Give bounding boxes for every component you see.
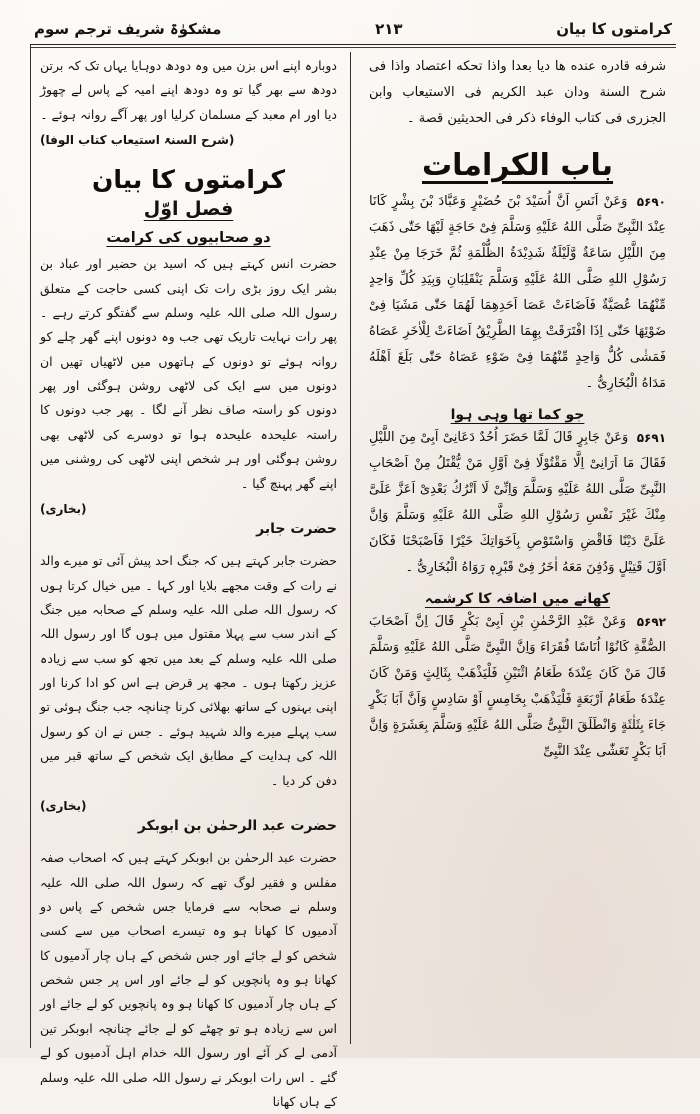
header-left-title: مشکوٰۃ شریف ترجم سوم xyxy=(34,20,222,38)
hadith-text-2: وَعَنْ جَابِرٍ قَالَ لَمَّا حَضَرَ اُحُدٌ دَعَانِىْ اَبِىْ مِنَ اللَّيْلِ فَقَالَ مَا اَرَانِىْ اِلَّا مَقْتُوْلًا فِىْ اَوَّلِ مَنْ يُّقْتَلُ مِنْ اَصْحَابِ النَّبِىِّ صَلَّى اللهُ عَلَيْهِ وَسَلَّمَ وَاِنِّىْ لَا اَتْرُكُ بَعْدِىْ اَعَزَّ عَلَىَّ مِنْكَ غَيْرَ نَفْسِ رَسُوْلِ اللهِ صَلَّى اللهُ عَلَيْهِ وَسَلَّمَ وَاِنَّ عَلَىَّ دَيْنًا فَاقْضِ وَاسْتَوْصِ بِاَخَوَاتِكَ خَيْرًا فَاَصْبَحْنَا فَكَانَ اَوَّلَ قَتِيْلٍ وَدُفِنَ مَعَهُ اٰخَرُ فِىْ قَبْرِهٖ رَوَاهُ الْبُخَارِىُّ ۔ xyxy=(369,430,666,575)
header-divider-rule-thin xyxy=(30,47,676,48)
arabic-top-paragraph: شرفه قادره عنده ها دیا بعدا واذا تحکه اعتصاد واذا فی شرح السنة ودان عبد الکریم فی الاستیعاب وابن الجزری فی کتاب الوفاء ذکر فی الحدیثین قصة ۔ xyxy=(369,59,666,126)
subheading-2-arabic-side: جو کما تھا وہی ہوا xyxy=(450,407,585,423)
narrator-name-3: حضرت عبد الرحمٰن بن ابوبکر xyxy=(137,817,337,834)
hadith-number-2: ۵۶۹۱ xyxy=(636,430,667,445)
arabic-column xyxy=(353,52,676,1046)
header-page-number: ۲۱۳ xyxy=(375,20,403,38)
urdu-body-3-text: حضرت عبد الرحمٰن بن ابوبکر کہتے ہیں کہ اصحاب صفہ مفلس و فقیر لوگ تھے کہ رسول اللہ صلی اللہ علیہ وسلم نے صحابہ سے فرمایا جس شخص کے پاس دو آدمیوں کا کھانا ہو وہ تیسرے اصحاب میں سے کسی شخص کو لے جائے اور جس شخص کے ہاں چار آدمیوں کا کھانا ہو وہ پانچویں کو لے جائے اور اس پر جس شخص کے ہاں چار آدمیوں کا کھانا ہو وہ پانچویں کو لے جائے اور اس سے زیادہ ہو تو چھٹے کو لے جائے چنانچہ ابوبکر تین آدمی لے کر آئے اور رسول اللہ خدام اہل آدمیوں کو لے گئے ۔ اس رات ابوبکر نے رسول اللہ صلی اللہ علیہ وسلم کے ہاں کھانا xyxy=(40,850,337,1109)
header-right-title: کرامتوں کا بیان xyxy=(556,20,672,38)
chapter-subtitle: فصل اوّل xyxy=(143,198,234,221)
hadith-block-1 xyxy=(369,189,666,397)
hadith-text-3: وَعَنْ عَبْدِ الرَّحْمٰنِ بْنِ اَبِىْ بَكْرٍ قَالَ اِنَّ اَصْحَابَ الصُّفَّةِ كَانُوْا اُنَاسًا فُقَرَاءَ وَاِنَّ النَّبِىَّ صَلَّى اللهُ عَلَيْهِ وَسَلَّمَ قَالَ مَنْ كَانَ عِنْدَهٗ طَعَامُ اثْنَيْنِ فَلْيَذْهَبْ بِثَالِثٍ وَمَنْ كَانَ عِنْدَهٗ طَعَامُ اَرْبَعَةٍ فَلْيَذْهَبْ بِخَامِسٍ اَوْ سَادِسٍ وَاَنَّ اَبَا بَكْرٍ جَاءَ بِثَلٰثَةٍ وَانْطَلَقَ النَّبِىُّ صَلَّى اللهُ عَلَيْهِ وَسَلَّمَ بِعَشَرَةٍ وَاِنَّ اَبَا بَكْرٍ تَعَشّٰى عِنْدَ النَّبِىِّ xyxy=(369,614,666,759)
urdu-body-2-text: حضرت جابر کہتے ہیں کہ جنگ احد پیش آئی تو میرے والد نے رات کے وقت مجھے بلایا اور کہا ۔ میں خیال کرتا ہوں کہ رسول اللہ صلی اللہ علیہ وسلم کے صحابہ میں جنگ کے اندر سب سے پہلا مقتول میں ہوں گا اور رسول اللہ صلی اللہ علیہ وسلم کے بعد میں تجھ کو سب سے زیادہ عزیز رکھتا ہوں ۔ مجھ پر قرض ہے اس کو ادا کرنا اور اپنی بہنوں کے ساتھ بھلائی کرنا چنانچہ جب جنگ ہوئی تو سب پہلے میرے والد شہید ہوئے ۔ جس نے ان کو رسول اللہ کی ہدایت کے مطابق ایک شخص کے ساتھ قبر میں دفن کر دیا ۔ xyxy=(40,553,337,788)
urdu-source-2: (بخاری) xyxy=(40,798,87,813)
hadith-number-1: ۵۶۹۰ xyxy=(636,194,666,209)
bab-title: باب الکرامات xyxy=(421,148,614,183)
urdu-source-1: (بخاری) xyxy=(40,501,87,516)
urdu-body-3 xyxy=(40,813,337,840)
subheading-3-arabic-side: کھانے میں اضافہ کا کرشمہ xyxy=(424,591,611,607)
urdu-body-1: حضرت انس کہتے ہیں کہ اسید بن حضیر اور عباد بن بشر ایک روز بڑی رات تک اپنی کسی حاجت کے متعلق رسول اللہ صلی اللہ علیہ وسلم سے گفتگو کرتے رہے ۔ پھر رات نہایت تاریک تھی جب وہ دونوں اپنے گھر چلے کو روانہ ہوئے تو دونوں کے ہاتھوں میں لاٹھیاں تھیں ان دونوں میں سے ایک کی لاٹھی روشن ہوگئی اور پھر دونوں کو راستہ صاف نظر آنے لگا ۔ پھر جب دونوں کا راستہ علیحدہ علیحدہ ہوا تو دوسرے کی لاٹھی بھی روشن ہوگئی اور ہر شخص اپنی لاٹھی کی روشنی میں اپنے گھر پہنچ گیا ۔ xyxy=(40,256,337,491)
hadith-number-3: ۵۶۹۲ xyxy=(636,614,666,629)
hadith-block-3 xyxy=(369,609,666,765)
two-column-body xyxy=(30,52,676,1109)
urdu-column xyxy=(30,52,353,1109)
section-heading-1: دو صحابیوں کی کرامت xyxy=(106,230,271,247)
urdu-top-paragraph: دوبارہ اپنے اس بزن میں وہ دودھ دوہایا یہاں تک کہ برتن دودھ سے بھر گیا تو وہ دودھ اپنے امیہ کے پاس لے چھوڑ دیا اور ام معبد کے مسلمان کرلیا اور پھر آگے روانہ ہوئے ۔ xyxy=(40,58,337,122)
page-header xyxy=(34,16,672,42)
narrator-name-2: حضرت جابر xyxy=(256,520,337,537)
hadith-text-1: وَعَنْ اَنَسِ اَنَّ اُسَيْدَ بْنَ حُضَيْرٍ وَعَبَّادَ بْنَ بِشْرٍ كَانَا عِنْدَ النَّبِىِّ صَلَّى اللهُ عَلَيْهِ وَسَلَّمَ فِىْ حَاجَةٍ لَيْهَا حَتّٰى ذَهَبَ مِنَ اللَّيْلِ سَاعَةٌ وَّلَيْلَةٌ شَدِيْدَةُ الظُّلْمَةِ ثُمَّ خَرَجَا مِنْ عِنْدِ رَسُوْلِ اللهِ صَلَّى اللهُ عَلَيْهِ وَسَلَّمَ يَنْقَلِبَانِ وَبِيَدِ كُلِّ وَاحِدٍ مِّنْهُمَا عُصَيَّةٌ فَاَضَاءَتْ عَصَا اَحَدِهِمَا لَهُمَا حَتّٰى مَشَيَا فِىْ ضَوْئِهَا حَتّٰى اِذَا افْتَرَقَتْ بِهِمَا الطَّرِيْقُ اَضَاءَتْ لِلْاٰخَرِ عَصَاهُ فَمَشٰى كُلُّ وَاحِدٍ مِّنْهُمَا فِىْ ضَوْءِ عَصَاهُ حَتّٰى بَلَغَ اَهْلَهُ مَدَاهُ الْبُخَارِىُّ ۔ xyxy=(369,194,666,391)
urdu-body-2 xyxy=(40,516,337,543)
header-divider-rule xyxy=(30,44,676,45)
chapter-title: کرامتوں کا بیان xyxy=(91,165,285,195)
hadith-block-2 xyxy=(369,425,666,581)
urdu-top-source: (شرح السنۃ استیعاب کتاب الوفا) xyxy=(40,133,235,148)
